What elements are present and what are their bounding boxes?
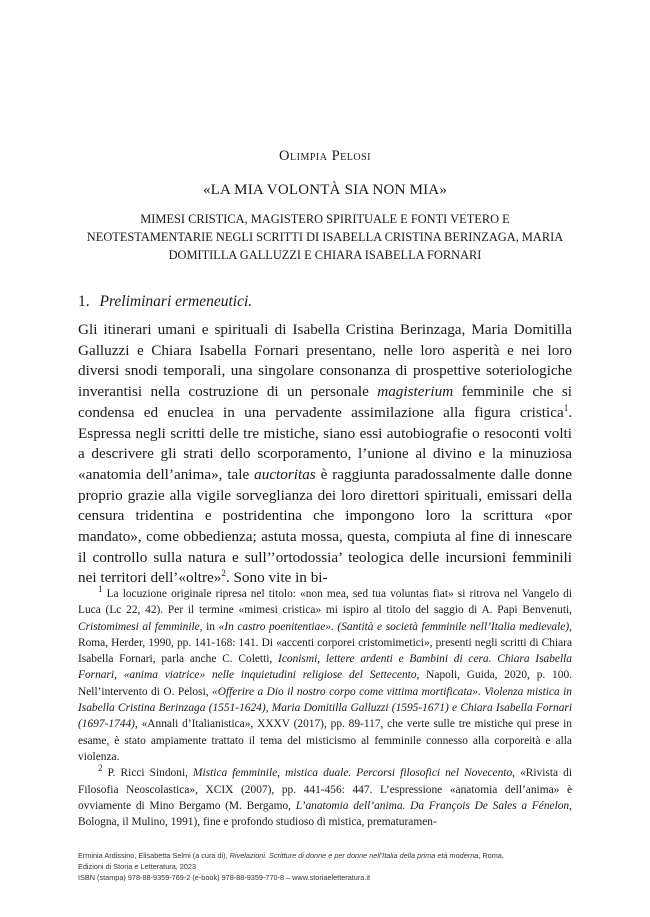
footer-book-title: Rivelazioni. Scritture di donne e per donne nell’Italia della prima età moderna bbox=[229, 851, 479, 860]
section-heading bbox=[78, 293, 572, 311]
publication-footer bbox=[78, 850, 572, 883]
chapter-subtitle: MIMESI CRISTICA, MAGISTERO SPIRITUALE E FONTI VETERO E NEOTESTAMENTARIE NEGLI SCRITTI DI ISABELLA CRISTINA BERINZAGA, MARIA DOMITILLA GALLUZZI E CHIARA ISABELLA FORNARI bbox=[86, 212, 564, 262]
footnote-text: , Roma, Herder, 1990, pp. 141-168: 141. Di «accenti corporei cristomimetici», presenti negli scritti di Chiara Isabella Fornari, parla anche C. Coletti, bbox=[78, 620, 572, 666]
footnote-marker-2[interactable]: 2 bbox=[221, 568, 226, 579]
section-title: Preliminari ermeneutici. bbox=[99, 293, 253, 310]
footnote-text: , «Annali d’Italianistica», XXXV (2017), pp. 89-117, che verte sulle tre mistiche qui prese in esame, è stato ampiamente trattato il tema del misticismo al femminile connesso alla corporeità e alla violenza. bbox=[78, 718, 572, 763]
footnote-2 bbox=[78, 765, 572, 830]
footer-editors: Erminia Ardissino, Elisabetta Selmi (a cura di), bbox=[78, 851, 230, 860]
author-name: Olimpia Pelosi bbox=[279, 148, 371, 164]
footnote-italic-text: «In castro poenitentiae». (Santità e società femminile nell’Italia medievale) bbox=[218, 620, 570, 633]
footnotes bbox=[78, 586, 572, 830]
footnote-number: 1 bbox=[98, 584, 103, 595]
footnote-text: , Napoli, Guida, 2020, p. 100. Nell’intervento di O. Pelosi, bbox=[78, 669, 572, 698]
body-text-part: è raggiunta paradossalmente dalle donne proprio grazie alla vigile sorveglianza dei loro direttori spirituali, emissari della censura tridentina e postridentina che impongono loro la scrittura «por mandato», come obbedienza; astuta mossa, questa, compiuta al fine di innescare il controllo sulla natura e sull’’ortodossia’ teologica delle incursioni femminili nei territori dell’«oltre» bbox=[78, 465, 573, 587]
footnote-italic-text: L’anatomia dell’anima. Da François De Sales a Fénelon bbox=[295, 799, 570, 812]
footnote-italic-text: «Offerire a Dio il nostro corpo come vittima mortificata». Violenza mistica in Isabella Cristina Berinzaga (1551-1624), Maria Domitilla Galluzzi (1595-1671) e Chiara Isabella Fornari (1697-1744) bbox=[78, 685, 572, 731]
chapter-title: «LA MIA VOLONTÀ SIA NON MIA» bbox=[202, 182, 448, 198]
footnote-italic-text: Mistica femminile, mistica duale. Percorsi filosofici nel Novecento bbox=[193, 767, 513, 780]
footnote-text: La locuzione originale ripresa nel titolo: «non mea, sed tua voluntas fiat» si ritrova nel Vangelo di Luca (Lc 22, 42). Per il termine «mimesi cristica» mi ispiro al titolo del saggio di A. Papi Benvenuti, bbox=[78, 588, 572, 617]
body-italic-term: magisterium bbox=[377, 383, 454, 401]
body-text-part: . Sono vite in bi- bbox=[225, 569, 328, 587]
body-text-part: Gli itinerari umani e spirituali di Isabella Cristina Berinzaga, Maria Domitilla Galluzzi e Chiara Isabella Fornari presentano, nelle loro asperità e nei loro diversi snodi temporali, una singolare consonanza di prospettive soteriologiche inverantisi nella costruzione di un personale bbox=[78, 321, 572, 401]
body-paragraph bbox=[78, 320, 572, 589]
body-text-part: femminile che si condensa ed enuclea in una pervadente assimilazione alla figura cristica bbox=[78, 383, 572, 421]
footnote-text: P. Ricci Sindoni, bbox=[102, 767, 194, 780]
body-italic-term: auctoritas bbox=[254, 465, 316, 483]
section-number: 1. bbox=[78, 293, 90, 310]
body-text-part: . Espressa negli scritti delle tre mistiche, siano essi autobiografie o resoconti volti a descrivere gli strati dello scorporamento, l’unione al divino e la minuziosa «anatomia dell’anima», tale bbox=[78, 403, 572, 483]
footnote-italic-text: Iconismi, lettere ardenti e Bambini di cera. Chiara Isabella Fornari, «anima viatrice» nelle inquietudini religiose del Settecento bbox=[78, 653, 572, 682]
footnote-text: , in bbox=[199, 620, 219, 633]
footer-citation-line bbox=[78, 850, 572, 861]
footnote-text: , Bologna, il Mulino, 1991), fine e profondo studioso di mistica, prematuramen- bbox=[78, 799, 572, 829]
footer-publisher: Edizioni di Storia e Letteratura, 2023 bbox=[78, 862, 197, 871]
footnote-text: , «Rivista di Filosofia Neoscolastica», XCIX (2007), pp. 441-456: 447. L’espressione «anatomia dell’anima» è ovviamente di Mino Bergamo (M. Bergamo, bbox=[78, 767, 572, 812]
footnote-number: 2 bbox=[98, 763, 103, 774]
footnote-marker-1[interactable]: 1 bbox=[563, 402, 569, 413]
footer-isbn: ISBN (stampa) 978-88-9359-769-2 (e-book) 978-88-9359-770-8 – www.storiaeletteratura.it bbox=[78, 873, 371, 882]
footer-city: , Roma, bbox=[478, 851, 504, 860]
footnote-1 bbox=[78, 586, 572, 765]
footnote-italic-text: Cristomimesi al femminile bbox=[78, 620, 200, 633]
